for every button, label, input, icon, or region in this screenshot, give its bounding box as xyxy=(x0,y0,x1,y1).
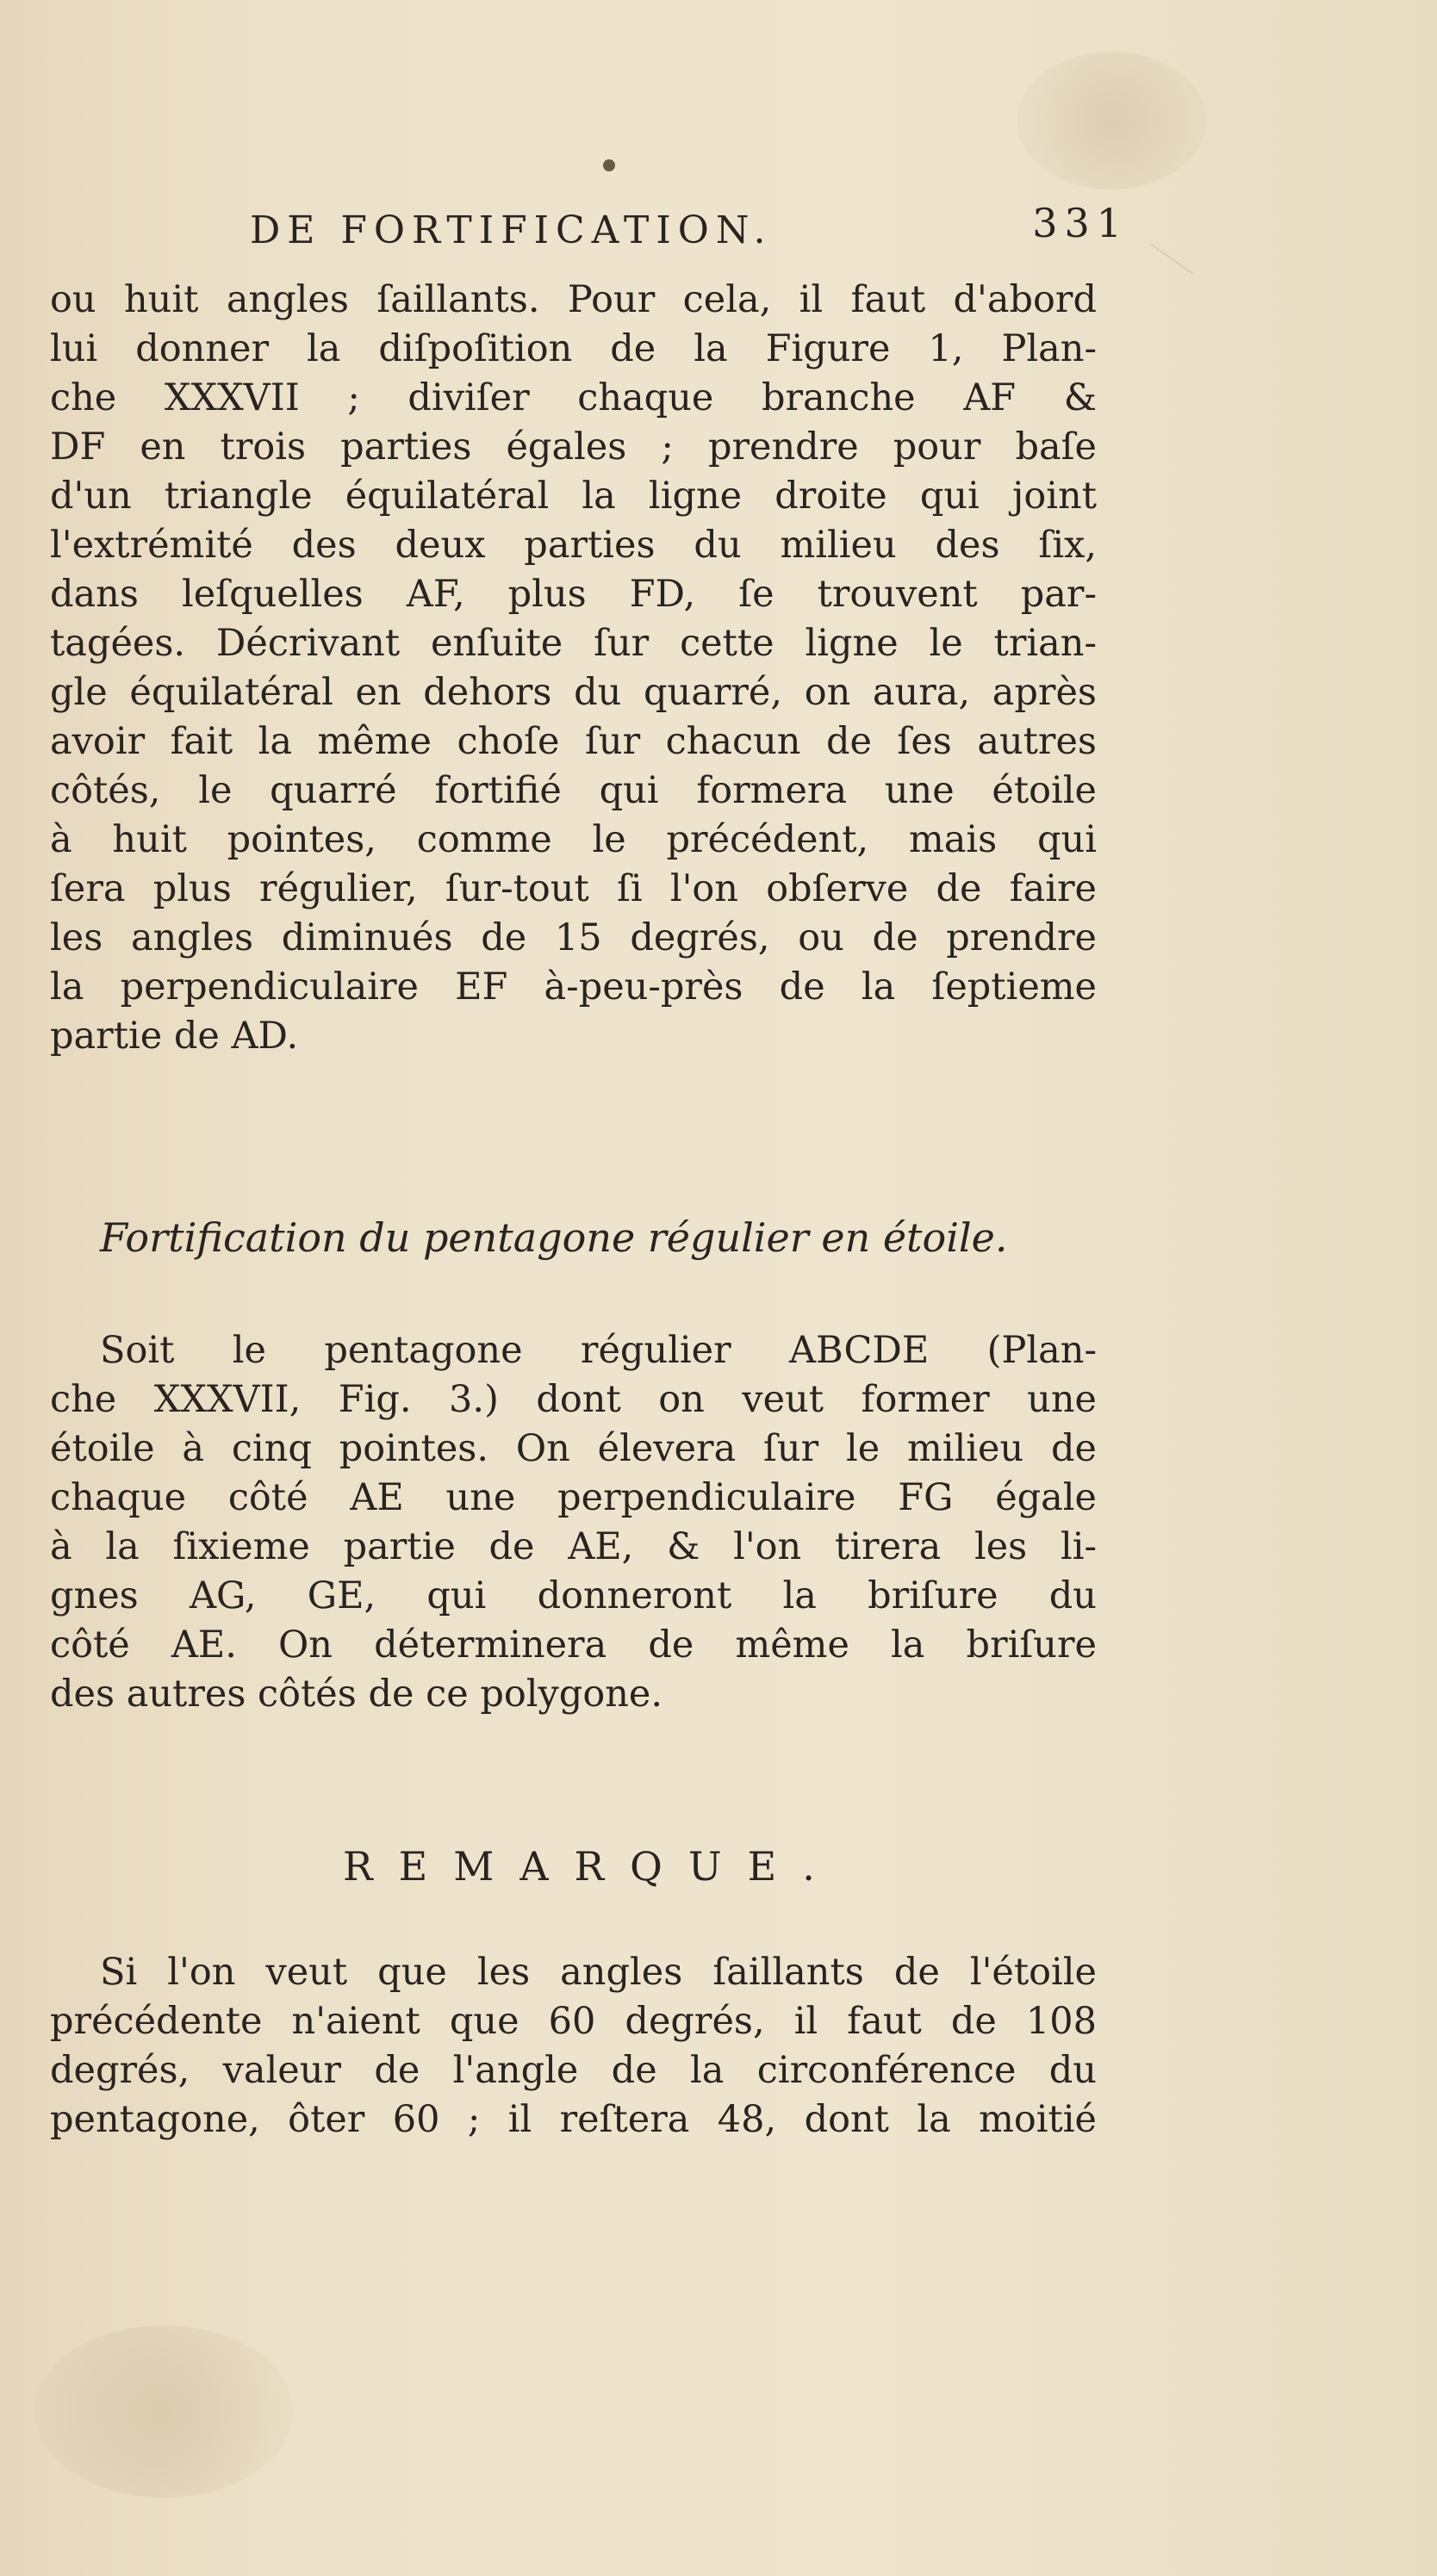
text-line: côtés, le quarré fortifié qui formera une étoile xyxy=(50,769,1097,812)
text-line: che XXXVII ; diviſer chaque branche AF & xyxy=(50,376,1097,419)
text-line: DF en trois parties égales ; prendre pour baſe xyxy=(50,425,1097,469)
text-line: l'extrémité des deux parties du milieu des ſix, xyxy=(50,524,1097,567)
text-line: les angles diminués de 15 degrés, ou de prendre xyxy=(50,916,1097,959)
text-line: degrés, valeur de l'angle de la circonférence du xyxy=(50,2049,1097,2092)
text-line: lui donner la diſpoſition de la Figure 1, Plan- xyxy=(50,327,1097,370)
section-heading: Fortification du pentagone régulier en étoile. xyxy=(100,1214,1008,1261)
remarque-heading: REMARQUE. xyxy=(343,1843,841,1890)
text-line: ou huit angles ſaillants. Pour cela, il faut d'abord xyxy=(50,278,1097,321)
running-head-title: DE FORTIFICATION. xyxy=(250,208,773,252)
text-line: dans leſquelles AF, plus FD, ſe trouvent par- xyxy=(50,573,1097,616)
text-line: la perpendiculaire EF à-peu-près de la ſeptieme xyxy=(50,965,1097,1009)
text-line: côté AE. On déterminera de même la briſure xyxy=(50,1623,1097,1667)
paragraph-3 xyxy=(50,1948,1097,2145)
paragraph-2 xyxy=(50,1326,1097,1719)
text-line: gle équilatéral en dehors du quarré, on aura, après xyxy=(50,671,1097,714)
paragraph-1 xyxy=(50,276,1097,1061)
text-line: che XXXVII, Fig. 3.) dont on veut former une xyxy=(50,1378,1097,1421)
text-line: chaque côté AE une perpendiculaire FG égale xyxy=(50,1476,1097,1519)
text-line: étoile à cinq pointes. On élevera ſur le milieu de xyxy=(50,1427,1097,1470)
text-line: Soit le pentagone régulier ABCDE (Plan- xyxy=(100,1329,1097,1372)
ornament-dot xyxy=(603,159,615,171)
paper-mark xyxy=(1150,244,1193,274)
text-line: d'un triangle équilatéral la ligne droite qui joint xyxy=(50,475,1097,518)
text-line: partie de AD. xyxy=(50,1015,299,1058)
text-line: des autres côtés de ce polygone. xyxy=(50,1673,663,1716)
running-head xyxy=(250,200,1129,258)
text-line: tagées. Décrivant enſuite ſur cette ligne le trian- xyxy=(50,622,1097,665)
paper-stain xyxy=(34,2325,293,2498)
text-line: ſera plus régulier, ſur-tout ſi l'on obſerve de faire xyxy=(50,867,1097,910)
text-line: précédente n'aient que 60 degrés, il faut de 108 xyxy=(50,2000,1097,2043)
paper-stain xyxy=(1017,52,1206,189)
page-number: 331 xyxy=(1032,200,1129,246)
text-line: à la ſixieme partie de AE, & l'on tirera les li- xyxy=(50,1525,1097,1568)
text-line: Si l'on veut que les angles ſaillants de l'étoile xyxy=(100,1951,1097,1994)
text-line: gnes AG, GE, qui donneront la briſure du xyxy=(50,1574,1097,1617)
text-line: à huit pointes, comme le précédent, mais qui xyxy=(50,818,1097,861)
text-line: avoir fait la même choſe ſur chacun de ſes autres xyxy=(50,720,1097,763)
text-line: pentagone, ôter 60 ; il reſtera 48, dont la moitié xyxy=(50,2098,1097,2141)
